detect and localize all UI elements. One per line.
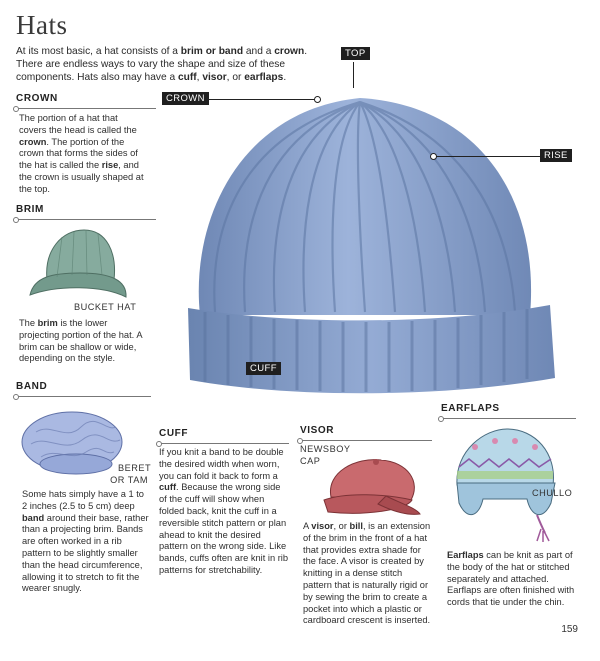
bucket-hat-illustration (22, 225, 132, 305)
bucket-hat-caption: BUCKET HAT (74, 302, 137, 312)
cuff-callout: CUFF (246, 362, 281, 375)
rise-point (430, 153, 437, 160)
crown-callout: CROWN (162, 92, 209, 105)
visor-heading: VISOR (300, 425, 335, 436)
knit-beanie-illustration (170, 80, 570, 400)
cuff-text: If you knit a band to be double the desired width when worn, you can fold it back to form a cuff. Because the wrong side of the cuff will show when folded back, knit the cuff in a reversible stitch pattern or plan ahead to knit the desired pattern on the wrong side. Like bands, cuffs often are knit in rib patterns for stretchability. (159, 447, 289, 575)
beret-caption-1: BERET (118, 463, 152, 473)
beret-caption-2: OR TAM (110, 475, 148, 485)
intro-paragraph: At its most basic, a hat consists of a brim or band and a crown. There are endless ways to vary the shape and size of these components. Hats also may have a cuff, visor, or earflaps. (16, 46, 308, 83)
newsboy-caption-1: NEWSBOY (300, 444, 351, 454)
newsboy-caption-2: CAP (300, 456, 321, 466)
visor-rule (300, 440, 432, 441)
page-title: Hats (16, 10, 68, 40)
chullo-caption: CHULLO (532, 488, 573, 498)
crown-point (314, 96, 321, 103)
beret-illustration (16, 402, 128, 482)
band-text: Some hats simply have a 1 to 2 inches (2.5 to 5 cm) deep band around their base, rather than a projecting brim. Bands are often worked in a rib pattern to be slightly smaller than the head circumference, allowing it to stretch to fit the wearer snugly. (22, 489, 149, 594)
brim-heading: BRIM (16, 204, 44, 215)
crown-text: The portion of a hat that covers the head is called the crown. The portion of the crown that forms the sides of the hat is called the rise, and the crown is usually shaped at the top. (19, 113, 144, 194)
band-rule (16, 396, 151, 397)
earflaps-rule (441, 418, 576, 419)
top-callout: TOP (341, 47, 370, 60)
rise-leader (436, 156, 540, 157)
rise-callout: RISE (540, 149, 572, 162)
visor-text: A visor, or bill, is an extension of the brim in the front of a hat that provides extra shade for the face. A visor is created by knitting in a dense stitch pattern that is naturally rigid or by sewing the brim to create a pocket into which a plastic or cardboard crescent is inserted. (303, 521, 431, 626)
page-number: 159 (561, 624, 578, 635)
brim-rule (16, 219, 156, 220)
cuff-rule (159, 443, 289, 444)
band-heading: BAND (16, 381, 48, 392)
earflaps-heading: EARFLAPS (441, 403, 500, 414)
crown-heading: CROWN (16, 93, 58, 104)
brim-text: The brim is the lower projecting portion of the hat. A brim can be shallow or wide, depending on the style. (19, 318, 143, 364)
earflaps-text: Earflaps can be knit as part of the body of the hat or stitched separately and attached. Earflaps are often finished with cords that tie under the chin. (447, 550, 575, 608)
newsboy-cap-illustration (316, 452, 426, 522)
top-leader (353, 62, 354, 88)
cuff-heading: CUFF (159, 428, 189, 439)
crown-leader (207, 99, 315, 100)
chullo-illustration (445, 425, 565, 545)
crown-rule (16, 108, 156, 109)
